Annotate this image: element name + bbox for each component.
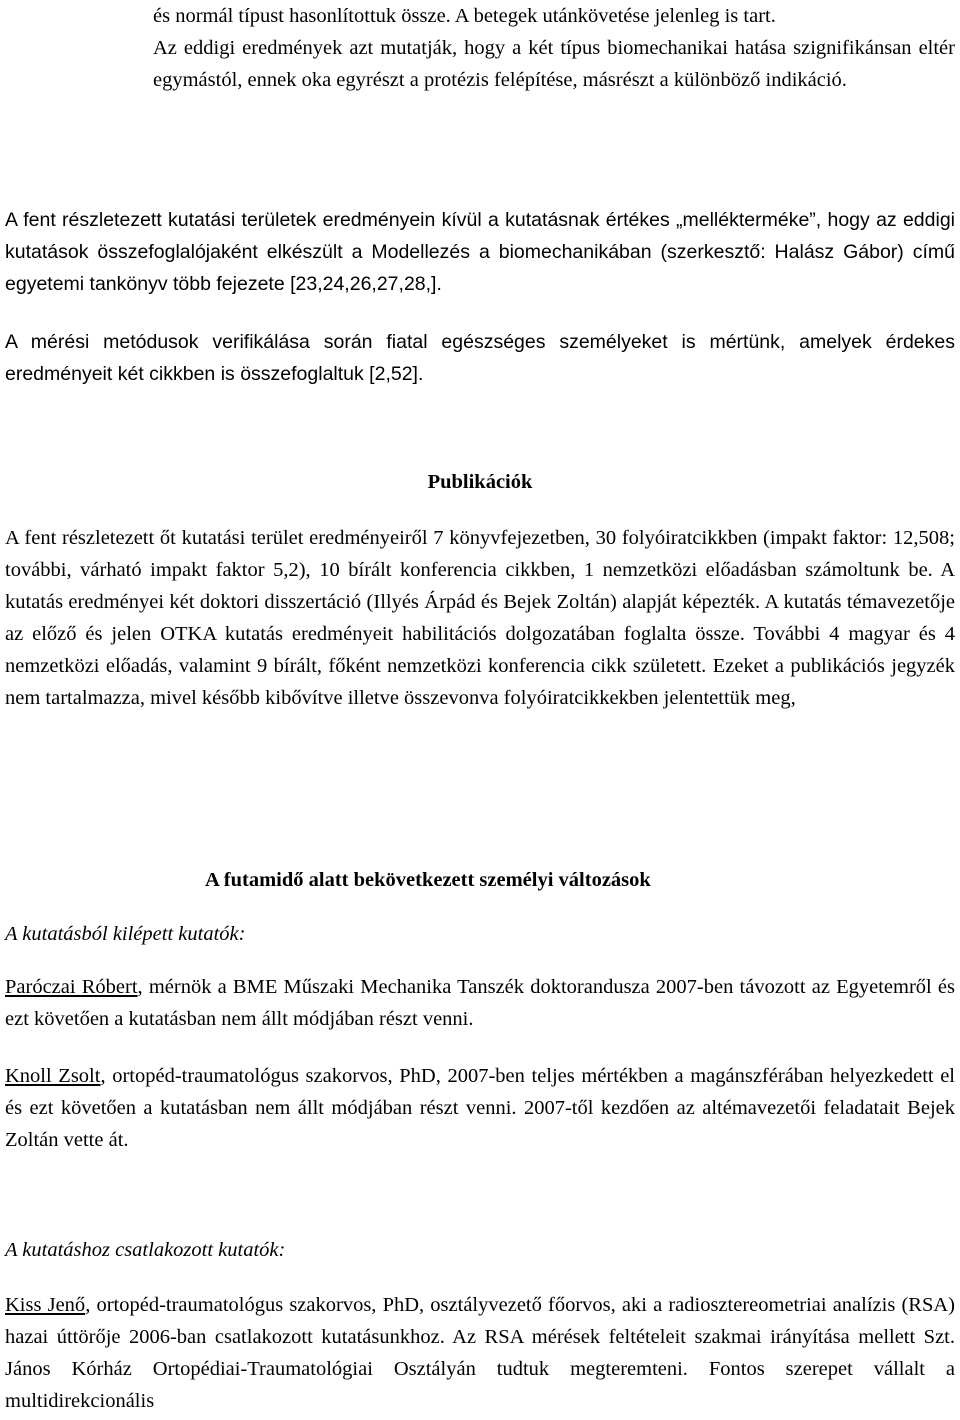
intro-first-line: és normál típust hasonlítottuk össze. A betegek utánkövetése jelenleg is tart. [153, 5, 776, 27]
intro-paragraph: Az eddigi eredmények azt mutatják, hogy a két típus biomechanikai hatása szignifikánsan eltér egymástól, ennek oka egyrészt a protézis felépítése, másrészt a különböző indikáció. [153, 37, 955, 91]
left-researchers-label: A kutatásból kilépett kutatók: [5, 923, 246, 945]
joined-researchers-label: A kutatáshoz csatlakozott kutatók: [5, 1239, 286, 1261]
publications-heading: Publikációk [427, 471, 533, 493]
researcher-description: , mérnök a BME Műszaki Mechanika Tanszék doktorandusza 2007-ben távozott az Egyetemről és ezt követően a kutatásban nem állt módjában részt venni. [5, 976, 955, 1030]
verification-paragraph: A mérési metódusok verifikálása során fiatal egészséges személyeket is mértünk, amelyek érdekes eredményeit két cikkben is összefoglaltuk [2,52]. [5, 331, 955, 385]
researcher-name: Knoll Zsolt [5, 1065, 101, 1087]
left-researcher-entry [5, 1060, 955, 1156]
left-researcher-entry [5, 971, 955, 1035]
byproduct-paragraph: A fent részletezett kutatási területek eredményein kívül a kutatásnak értékes „mellékterméke”, hogy az eddigi kutatások összefoglalójaként elkészült a Modellezés a biomechanikában (szerkesztő: Halász Gábor) című egyetemi tankönyv több fejezete [23,24,26,27,28,]. [5, 209, 955, 295]
personnel-heading: A futamidő alatt bekövetkezett személyi változások [205, 869, 651, 891]
researcher-description: , ortopéd-traumatológus szakorvos, PhD, osztályvezető főorvos, aki a radiosztereometriai analízis (RSA) hazai úttörője 2006-ban csatlakozott kutatásunkhoz. Az RSA mérések feltételeit szakmai irányítása mellett Szt. János Kórház Ortopédiai-Traumatológiai Osztályán tudtuk megteremteni. Fontos szerepet vállalt a multidirekcionális [5, 1294, 955, 1412]
researcher-name: Kiss Jenő [5, 1294, 86, 1316]
publications-paragraph: A fent részletezett őt kutatási terület eredményeiről 7 könyvfejezetben, 30 folyóiratcikkben (impakt faktor: 12,508; további, várható impakt faktor 5,2), 10 bírált konferencia cikkben, 1 nemzetközi előadásban számoltunk be. A kutatás eredményei két doktori disszertáció (Illyés Árpád és Bejek Zoltán) alapját képezték. A kutatás témavezetője az előző és jelen OTKA kutatás eredményeit habilitációs dolgozatában foglalta össze. További 4 magyar és 4 nemzetközi előadás, valamint 9 bírált, főként nemzetközi konferencia cikk született. Ezeket a publikációs jegyzék nem tartalmazza, mivel később kibővítve illetve összevonva folyóiratcikkekben jelentettük meg, [5, 527, 955, 709]
researcher-name: Paróczai Róbert [5, 976, 138, 998]
joined-researcher-entry [5, 1289, 955, 1417]
researcher-description: , ortopéd-traumatológus szakorvos, PhD, 2007-ben teljes mértékben a magánszférában helyezkedett el és ezt követően a kutatásban nem állt módjában részt venni. 2007-től kezdően az altémavezetői feladatait Bejek Zoltán vette át. [5, 1065, 955, 1151]
